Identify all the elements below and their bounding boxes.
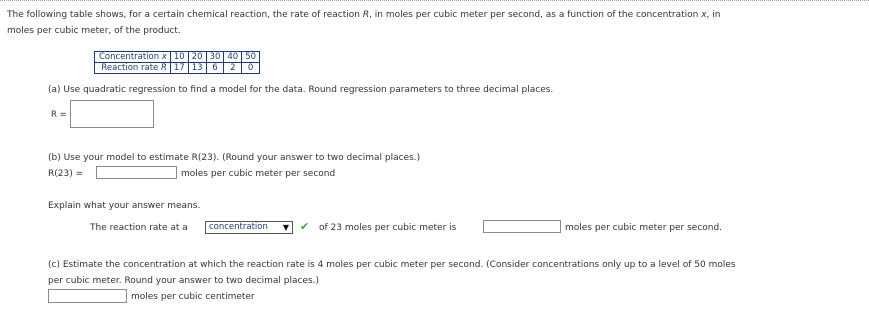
- part-b-answer-input[interactable]: [96, 166, 177, 179]
- table-cell: 0: [242, 63, 260, 74]
- table-cell: 13: [188, 63, 206, 74]
- part-b-prompt: (b) Use your model to estimate R(23). (Round your answer to two decimal places.): [48, 153, 421, 163]
- part-c-prompt-line-2: per cubic meter. Round your answer to two decimal places.): [48, 276, 320, 286]
- header-label: Concentration: [99, 52, 162, 62]
- intro-line-2: moles per cubic meter, of the product.: [7, 26, 181, 36]
- table-row-rate: [95, 63, 260, 74]
- intro-var-r: R: [362, 10, 370, 20]
- explain-sentence-end: moles per cubic meter per second.: [565, 223, 723, 233]
- part-a-label: R =: [51, 110, 67, 120]
- header-label: Reaction rate: [101, 63, 161, 73]
- row-header-concentration: [95, 52, 171, 63]
- part-b-label: R(23) =: [48, 169, 84, 179]
- top-divider: [0, 0, 869, 1]
- intro-var-x: x: [701, 10, 707, 20]
- table-cell: 40: [224, 52, 242, 63]
- header-var: x: [161, 52, 167, 62]
- intro-text-c: , in: [706, 10, 721, 20]
- checkmark-icon: ✔: [300, 220, 310, 233]
- table-cell: 30: [206, 52, 224, 63]
- explain-sentence-middle: of 23 moles per cubic meter is: [319, 223, 457, 233]
- part-b-unit: moles per cubic meter per second: [181, 169, 336, 179]
- table-cell: 10: [170, 52, 188, 63]
- table-cell: 17: [170, 63, 188, 74]
- header-var: R: [160, 63, 167, 73]
- part-a-prompt: (a) Use quadratic regression to find a model for the data. Round regression parameters to three decimal places.: [48, 85, 554, 95]
- chevron-down-icon: ▼: [282, 223, 289, 232]
- intro-text-b: , in moles per cubic meter per second, as a function of the concentration: [369, 10, 702, 20]
- part-c-prompt-line-1: (c) Estimate the concentration at which the reaction rate is 4 moles per cubic meter per second. (Consider concentrations only up to a level of 50 moles: [48, 260, 736, 270]
- explain-sentence-start: The reaction rate at a: [90, 223, 188, 233]
- intro-line-1: [7, 9, 720, 21]
- data-table: [94, 51, 260, 74]
- concentration-select[interactable]: [205, 221, 293, 234]
- table-cell: 6: [206, 63, 224, 74]
- table-cell: 20: [188, 52, 206, 63]
- part-a-answer-input[interactable]: [70, 100, 154, 128]
- select-value: concentration: [209, 222, 268, 232]
- explain-answer-input[interactable]: [483, 220, 561, 233]
- table-cell: 2: [224, 63, 242, 74]
- part-c-unit: moles per cubic centimeter: [131, 292, 255, 302]
- row-header-rate: [95, 63, 171, 74]
- part-c-answer-input[interactable]: [48, 289, 127, 303]
- table-row-concentration: [95, 52, 260, 63]
- explain-prompt: Explain what your answer means.: [48, 201, 201, 211]
- intro-text-a: The following table shows, for a certain chemical reaction, the rate of reaction: [7, 10, 363, 20]
- table-cell: 50: [242, 52, 260, 63]
